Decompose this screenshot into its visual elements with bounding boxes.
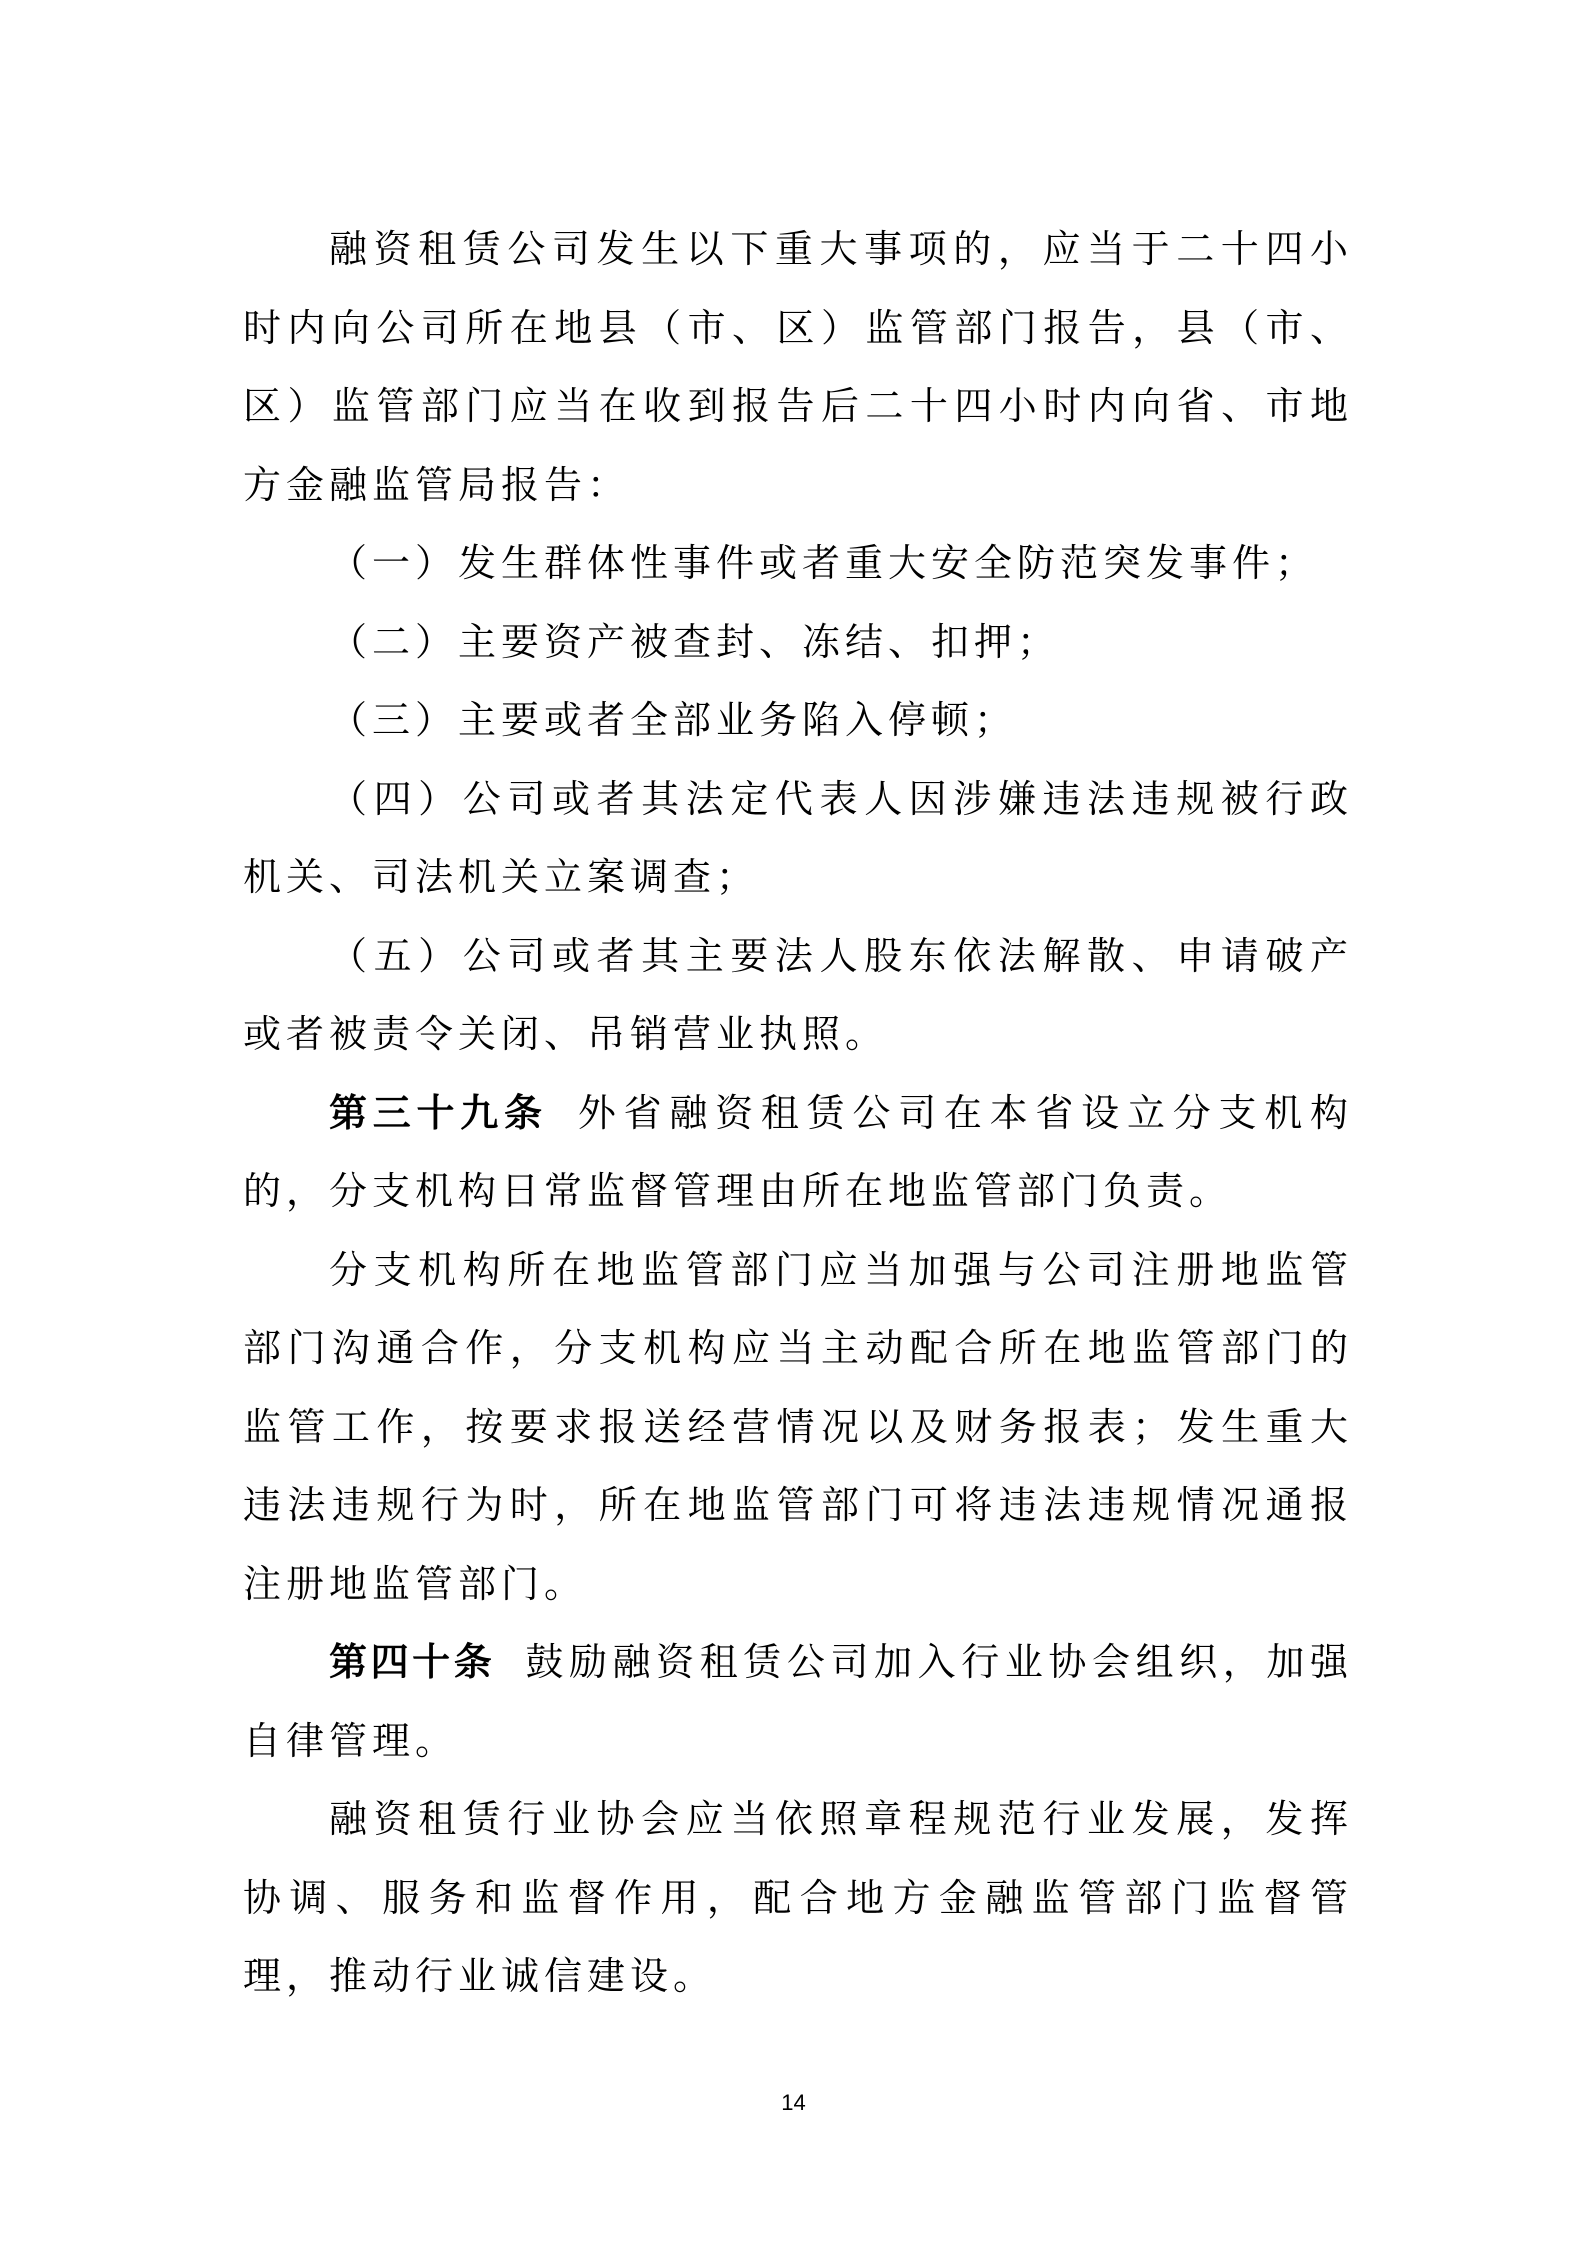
paragraph-text: 融资租赁行业协会应当依照章程规范行业发展，发挥协调、服务和监督作用，配合地方金融监管部门监督管理，推动行业诚信建设。 (243, 1797, 1353, 1998)
paragraph-branch-supervision (243, 1231, 1353, 1624)
list-item-text: （二）主要资产被查封、冻结、扣押； (329, 619, 1061, 664)
article-40-text: 鼓励融资租赁公司加入行业协会组织，加强自律管理。 (243, 1640, 1353, 1763)
article-39 (243, 1074, 1353, 1231)
list-item-2 (243, 603, 1353, 682)
article-40-label: 第四十条 (329, 1640, 496, 1684)
list-item-text: （一）发生群体性事件或者重大安全防范突发事件； (329, 541, 1319, 585)
list-item-text: （四）公司或者其法定代表人因涉嫌违法违规被行政机关、司法机关立案调查； (243, 776, 1353, 899)
paragraph-industry-association (243, 1780, 1353, 2016)
list-item-text: （三）主要或者全部业务陷入停顿； (329, 698, 1018, 742)
paragraph-text: 分支机构所在地监管部门应当加强与公司注册地监管部门沟通合作，分支机构应当主动配合所在地监管部门的监管工作，按要求报送经营情况以及财务报表；发生重大违法违规行为时，所在地监管部门可将违法违规情况通报注册地监管部门。 (243, 1247, 1353, 1606)
paragraph-major-events-intro (243, 210, 1353, 524)
article-39-text: 外省融资租赁公司在本省设立分支机构的，分支机构日常监督管理由所在地监管部门负责。 (243, 1090, 1353, 1213)
article-40 (243, 1623, 1353, 1780)
paragraph-text: 融资租赁公司发生以下重大事项的，应当于二十四小时内向公司所在地县（市、区）监管部门报告，县（市、区）监管部门应当在收到报告后二十四小时内向省、市地方金融监管局报告： (243, 227, 1353, 507)
list-item-1 (243, 524, 1353, 603)
list-item-5 (243, 917, 1353, 1074)
document-body (243, 210, 1353, 2016)
article-39-label: 第三十九条 (329, 1090, 548, 1135)
list-item-text: （五）公司或者其主要法人股东依法解散、申请破产或者被责令关闭、吊销营业执照。 (243, 933, 1353, 1056)
list-item-3 (243, 681, 1353, 760)
page-number: 14 (781, 2090, 806, 2115)
list-item-4 (243, 760, 1353, 917)
